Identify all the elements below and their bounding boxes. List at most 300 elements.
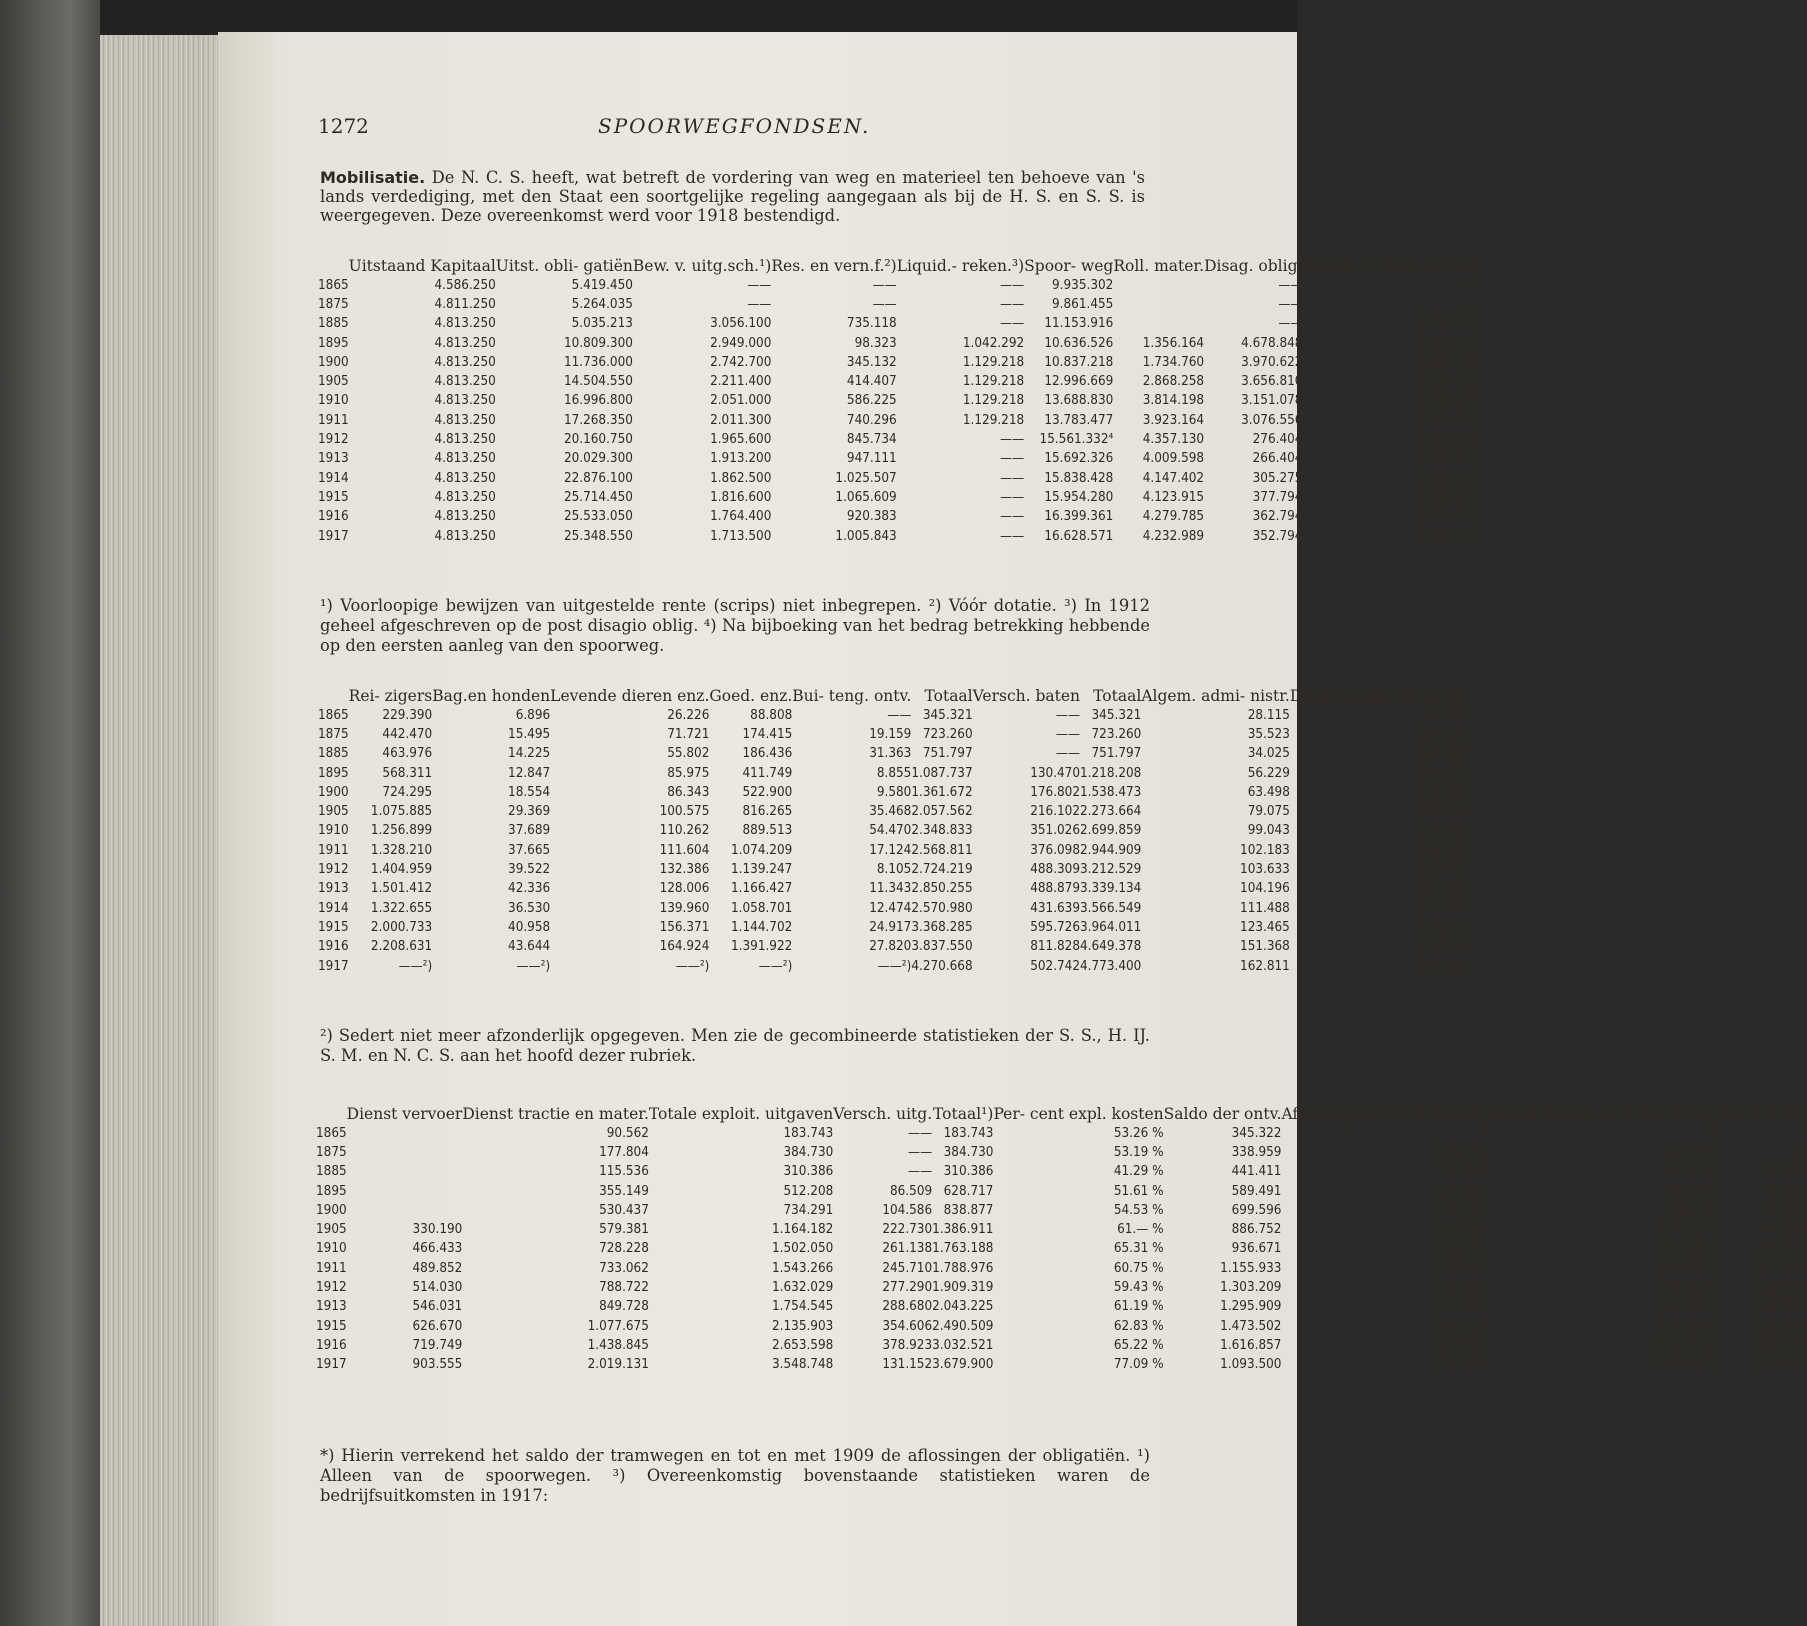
value-cell: 488.879 [1030, 881, 1081, 897]
value-cell: 40.958 [508, 919, 551, 935]
value-cell: 90.386 [1765, 1202, 1807, 1218]
value-cell: 128.006 [659, 881, 710, 897]
value-cell: —— [887, 707, 912, 723]
value-cell: 1.065.609 [835, 489, 897, 505]
value-cell: 688.544* [1660, 1260, 1716, 1276]
value-cell: 24.025 [1765, 1164, 1807, 1180]
value-cell: 308.093 [1418, 919, 1468, 935]
value-cell: 751.797 [922, 746, 973, 762]
value-cell: 39.522 [508, 862, 551, 878]
value-cell [347, 1143, 463, 1162]
value-cell: 376.098 [1030, 842, 1081, 858]
year-cell: 1875 [318, 726, 349, 742]
value-cell: 86.343 [667, 784, 710, 800]
table-capital [318, 258, 1477, 546]
value-cell: 157.104 [1418, 726, 1468, 742]
year-cell: 1885 [318, 746, 349, 762]
value-cell: 222.730 [882, 1222, 933, 1238]
year-cell: 1913 [316, 1299, 347, 1315]
value-cell: 628.717 [943, 1183, 994, 1199]
footnote-table1: ¹) Voorloopige bewijzen van uitgestelde rente (scrips) niet inbegrepen. ²) Vóór dotatie. ³) In 1912 geheel afgeschreven op de post disagio oblig. ⁴) Na bijboeking van het bedrag betrekking hebbende op den eersten aanleg van den spoorweg. [320, 596, 1150, 655]
table-row [316, 1201, 1807, 1220]
table-row [318, 372, 1477, 391]
value-cell: 1.502.050 [772, 1241, 834, 1257]
value-cell: 1.632.029 [772, 1280, 834, 1296]
column-header: Rei- zigers [348, 687, 433, 705]
value-cell: 63.498 [1247, 784, 1290, 800]
value-cell: 17.124 [869, 842, 912, 858]
table-expenses [316, 1106, 1807, 1374]
column-header: Af- schrijv en bijdr. vern.f. [1281, 1105, 1485, 1123]
value-cell: 4.678.848 [1241, 335, 1303, 351]
value-cell: ——²) [675, 958, 710, 974]
value-cell: ——²) [877, 958, 912, 974]
value-cell: 1.788.976 [932, 1260, 994, 1276]
value-cell: —— [908, 1144, 933, 1160]
value-cell: 1.781.590 [1416, 509, 1478, 525]
value-cell: 53.19 % [1113, 1144, 1164, 1160]
table-row [318, 295, 1477, 314]
year-cell: 1917 [318, 528, 349, 544]
value-cell: 261.138 [882, 1241, 933, 1257]
value-cell: 78.860 [1765, 1183, 1807, 1199]
value-cell: —— [1000, 316, 1025, 332]
value-cell: 53.26 % [1113, 1125, 1164, 1141]
value-cell: 55.802 [667, 746, 710, 762]
value-cell: —— [1000, 509, 1025, 525]
value-cell: 128.180 [1435, 1183, 1485, 1199]
value-cell: ——²) [398, 958, 433, 974]
value-cell: 3.814.198 [1142, 393, 1205, 409]
value-cell: 1.144.702 [731, 919, 793, 935]
value-cell: 366.793 [1435, 1299, 1485, 1315]
year-cell: 1913 [318, 451, 349, 467]
value-cell: —— [1278, 296, 1303, 312]
value-cell: 2.490.509 [932, 1318, 994, 1334]
table-row [316, 1259, 1807, 1278]
value-cell: 361.168 [1435, 1357, 1485, 1373]
value-cell: 2.568.811 [911, 842, 973, 858]
value-cell: 98.323 [854, 335, 897, 351]
table-row [316, 1278, 1807, 1297]
running-head: SPOORWEGFONDSEN. [598, 114, 871, 138]
value-cell: 99.043 [1247, 823, 1290, 839]
value-cell: —— [1055, 707, 1081, 723]
table-row [316, 1124, 1807, 1143]
value-cell: 684.120* [1660, 1241, 1716, 1257]
year-cell: 1865 [318, 277, 349, 293]
value-cell: 25.533.050 [563, 509, 633, 525]
value-cell: 35.468 [869, 804, 912, 820]
book-spine [0, 0, 100, 1626]
value-cell: 595.726 [1030, 919, 1081, 935]
value-cell: 8.105 [876, 862, 912, 878]
value-cell: 4.813.250 [434, 374, 496, 390]
value-cell: 305.275 [1252, 470, 1303, 486]
value-cell: 352.794 [1252, 528, 1303, 544]
value-cell: 66 [1791, 1144, 1807, 1160]
footnote-table3: *) Hierin verrekend het saldo der tramwegen en tot en met 1909 de aflossingen der obligatiën. ¹) Alleen van de spoorwegen. ³) Overeenkomstig bovenstaande statistieken waren de bedrijfsuitkomsten in 1917: [320, 1446, 1150, 1505]
value-cell: 15.495 [508, 726, 551, 742]
value-cell: 377.794 [1252, 489, 1303, 505]
year-cell: 1905 [318, 804, 349, 820]
value-cell: 90.905 [1765, 1222, 1807, 1238]
value-cell: 2.051.000 [710, 393, 772, 409]
year-cell: 1917 [318, 958, 349, 974]
value-cell: 3.151.078 [1241, 393, 1303, 409]
table-row [318, 526, 1477, 545]
value-cell: 71.721 [667, 726, 710, 742]
value-cell: 4.813.250 [434, 393, 496, 409]
value-cell: 65.31 % [1113, 1241, 1164, 1257]
value-cell: 1.616.857 [1220, 1337, 1282, 1353]
year-cell: 1885 [316, 1164, 347, 1180]
value-cell: 3.656.810 [1241, 374, 1303, 390]
value-cell: 2.019.131 [587, 1357, 649, 1373]
footnote-table2: ²) Sedert niet meer afzonderlijk opgegeven. Men zie de gecombineerde statistieken der S. S., H. IJ. S. M. en N. C. S. aan het hoofd dezer rubriek. [320, 1026, 1150, 1065]
value-cell: 14.225 [508, 746, 551, 762]
value-cell: 151.368 [1240, 939, 1290, 955]
value-cell: 65.22 % [1113, 1337, 1164, 1353]
value-cell: —— [1278, 277, 1303, 293]
value-cell: 3.056.100 [1416, 316, 1478, 332]
value-cell [1113, 295, 1204, 314]
value-cell: 4.123.915 [1142, 489, 1205, 505]
value-cell: 16.628.571 [1044, 528, 1114, 544]
value-cell: 1.295.909 [1220, 1299, 1282, 1315]
value-cell: 115.057 [1757, 1337, 1807, 1353]
value-cell [347, 1181, 463, 1200]
column-header: Bag.en honden [432, 687, 551, 705]
value-cell: 586.225 [846, 393, 897, 409]
value-cell: 1.129.218 [962, 374, 1025, 390]
value-cell: 4.813.250 [434, 528, 496, 544]
value-cell: 62.83 % [1113, 1318, 1164, 1334]
column-header: Per- cent expl. kosten [993, 1105, 1164, 1123]
year-cell: 1865 [318, 707, 349, 723]
value-cell: 16.996.800 [563, 393, 633, 409]
value-cell: 2.724.219 [911, 862, 973, 878]
value-cell: —— [1055, 726, 1081, 742]
value-cell: 1.763.188 [932, 1241, 994, 1257]
column-header: Versch. uitg. [833, 1105, 933, 1123]
year-cell: 1915 [316, 1318, 347, 1334]
value-cell: 378.923 [882, 1337, 933, 1353]
value-cell: 140.928 [1435, 1222, 1485, 1238]
value-cell: 546.031 [412, 1299, 463, 1315]
table-row [318, 898, 1468, 917]
value-cell: 889.513 [742, 823, 793, 839]
value-cell: 9.935.302 [1052, 277, 1114, 293]
value-cell: 131.152 [882, 1357, 933, 1373]
value-cell: 2.850.255 [911, 881, 973, 897]
value-cell: 2.000.733 [370, 919, 433, 935]
intro-paragraph [320, 168, 1145, 225]
year-cell: 1914 [318, 900, 349, 916]
value-cell: 355.149 [599, 1183, 649, 1199]
table-row [316, 1336, 1807, 1355]
value-cell [1113, 276, 1204, 295]
value-cell: 3.212.529 [1080, 862, 1142, 878]
value-cell: 502.742 [1030, 958, 1081, 974]
table-row [318, 706, 1468, 725]
value-cell: 4.270.668 [911, 958, 973, 974]
value-cell: 723.260 [922, 726, 973, 742]
table-row [318, 411, 1477, 430]
table-row [316, 1220, 1807, 1239]
value-cell: 2.011.300 [710, 412, 772, 428]
value-cell: 1.129.218 [962, 412, 1025, 428]
year-cell: 1895 [316, 1183, 347, 1199]
table-row [318, 430, 1477, 449]
value-cell: 4.009.598 [1142, 451, 1205, 467]
table-row [318, 763, 1468, 782]
page-number: 1272 [318, 114, 369, 138]
value-cell: 816.265 [742, 804, 793, 820]
value-cell: ? [1478, 1125, 1485, 1141]
value-cell: 838.877 [943, 1202, 994, 1218]
value-cell: 2.348.833 [911, 823, 973, 839]
value-cell: 1.764.400 [710, 509, 772, 525]
table-row [318, 783, 1468, 802]
value-cell: 85.975 [667, 765, 710, 781]
year-cell: 1917 [316, 1357, 347, 1373]
value-cell: 15.561.332⁴ [1039, 432, 1114, 448]
value-cell: 947.111 [846, 451, 897, 467]
value-cell: 330.190 [412, 1222, 463, 1238]
value-cell: 183.743 [783, 1125, 834, 1141]
value-cell: 3.032.521 [932, 1337, 994, 1353]
value-cell: 1.166.427 [731, 881, 793, 897]
table-row [318, 353, 1477, 372]
value-cell: 5.419.450 [571, 277, 633, 293]
value-cell: 13.688.830 [1044, 393, 1114, 409]
value-cell: 512.208 [783, 1183, 834, 1199]
table-row [316, 1316, 1807, 1335]
value-cell: 4.813.250 [434, 354, 496, 370]
value-cell: 1.075.885 [370, 804, 433, 820]
value-cell: 150.740 [1666, 1144, 1716, 1160]
value-cell: 31.363 [869, 746, 912, 762]
value-cell: 1.131.016* [1648, 1337, 1716, 1353]
value-cell: 4.813.250 [434, 412, 496, 428]
value-cell: 2.944.909 [1080, 842, 1142, 858]
value-cell: 728.228 [599, 1241, 649, 1257]
value-cell: 13.783.477 [1044, 412, 1114, 428]
value-cell: 345.322 [1231, 1125, 1282, 1141]
value-cell: 104.586 [882, 1202, 933, 1218]
value-cell: 886.752 [1231, 1222, 1282, 1238]
value-cell: 1.754.545 [772, 1299, 834, 1315]
column-header: Versch. baten [972, 687, 1081, 705]
year-cell: 1912 [318, 862, 349, 878]
table-row [318, 507, 1477, 526]
value-cell: 310.386 [943, 1164, 994, 1180]
value-cell: 15.692.326 [1044, 451, 1114, 467]
value-cell: 1.713.500 [710, 528, 772, 544]
value-cell: 2.211.400 [710, 374, 772, 390]
value-cell: 1.730.590 [1416, 528, 1478, 544]
value-cell: 35.523 [1247, 726, 1290, 742]
value-cell: 354.563 [1666, 1164, 1716, 1180]
table-row [318, 879, 1468, 898]
value-cell: 9.861.455 [1052, 296, 1114, 312]
value-cell: ——²) [758, 958, 793, 974]
value-cell: —— [1000, 451, 1025, 467]
column-header: Totaal [1093, 687, 1142, 705]
value-cell: 1.501.412 [370, 881, 433, 897]
value-cell: 1.909.319 [932, 1280, 994, 1296]
year-cell: 1895 [318, 765, 349, 781]
value-cell: 2.236.910 [1416, 374, 1478, 390]
value-cell: 288.680 [882, 1299, 933, 1315]
value-cell: 1.129.218 [962, 354, 1025, 370]
value-cell: 1.077.675 [587, 1318, 649, 1334]
value-cell: 63.557 [1425, 707, 1468, 723]
value-cell [1113, 314, 1204, 333]
value-cell: 54.470 [869, 823, 912, 839]
value-cell: 2.699.859 [1080, 823, 1142, 839]
value-cell: 10.636.526 [1044, 335, 1114, 351]
value-cell: 186.661 [1435, 1144, 1485, 1160]
value-cell: 4.811.250 [434, 296, 496, 312]
value-cell: 25.714.450 [563, 489, 633, 505]
year-cell: 1905 [316, 1222, 347, 1238]
column-header: Bui- teng. ontv. [792, 687, 912, 705]
value-cell: 740.296 [846, 412, 897, 428]
value-cell: 19.159 [869, 726, 912, 742]
column-header: Dienst vervoer [346, 1105, 463, 1123]
value-cell: 579.381 [599, 1222, 649, 1238]
year-cell: 1900 [318, 354, 349, 370]
value-cell: 51.61 % [1113, 1183, 1164, 1199]
value-cell: 24.917 [869, 919, 912, 935]
year-cell: 1912 [316, 1280, 347, 1296]
value-cell: 489.852 [412, 1260, 463, 1276]
value-cell: 140.356 [1418, 784, 1468, 800]
value-cell: 42.336 [508, 881, 551, 897]
column-header: Totale exploit. uitgaven [648, 1105, 834, 1123]
table-row [318, 449, 1477, 468]
value-cell: 1.816.600 [710, 489, 772, 505]
table-row [318, 333, 1477, 352]
value-cell: 3.964.011 [1080, 919, 1142, 935]
column-header: Liquid.- reken.³) [896, 257, 1025, 275]
value-cell: 4.232.989 [1142, 528, 1205, 544]
value-cell: 2.949.000 [710, 335, 772, 351]
value-cell: 34.025 [1247, 746, 1290, 762]
year-cell: 1885 [318, 316, 349, 332]
value-cell: 2.949.000 [1416, 335, 1478, 351]
value-cell: 2.273.664 [1080, 804, 1142, 820]
value-cell: 345.132 [846, 354, 897, 370]
column-header: Saldo der ontv. [1163, 1105, 1282, 1123]
table-row [318, 468, 1477, 487]
table-row [318, 860, 1468, 879]
value-cell: 123.465 [1240, 919, 1290, 935]
value-cell: 139.960 [659, 900, 710, 916]
value-cell: 1.473.502 [1220, 1318, 1282, 1334]
value-cell: 338.959 [1231, 1144, 1282, 1160]
value-cell: 4.773.400 [1080, 958, 1142, 974]
year-cell: 1913 [318, 881, 349, 897]
value-cell: 1.913.200 [710, 451, 772, 467]
value-cell: —— [1000, 432, 1025, 448]
value-cell: 11.736.000 [563, 354, 633, 370]
value-cell: 787.516* [1660, 1280, 1716, 1296]
value-cell: 3.056.100 [710, 316, 772, 332]
value-cell: 153.328 [1418, 746, 1468, 762]
value-cell: 1.734.760 [1142, 354, 1205, 370]
value-cell: 1.005.843 [835, 528, 897, 544]
value-cell: 118.955 [1757, 1318, 1807, 1334]
value-cell: 354.606 [882, 1318, 933, 1334]
value-cell: ? [1709, 1125, 1716, 1141]
value-cell: 177.804 [599, 1144, 649, 1160]
column-header [316, 1106, 347, 1124]
value-cell: 5.264.035 [571, 296, 633, 312]
value-cell: 5.035.213 [571, 316, 633, 332]
value-cell: 29.369 [508, 804, 551, 820]
value-cell: 79.075 [1247, 804, 1290, 820]
value-cell: 2.653.598 [772, 1337, 834, 1353]
value-cell: 3.368.285 [911, 919, 973, 935]
value-cell: 104.196 [1240, 881, 1290, 897]
value-cell: 56.229 [1247, 765, 1290, 781]
value-cell: 4.279.785 [1142, 509, 1205, 525]
value-cell: 41.29 % [1113, 1164, 1164, 1180]
year-cell: 1875 [318, 296, 349, 312]
table-row [318, 956, 1468, 975]
value-cell: 589.491 [1231, 1183, 1282, 1199]
value-cell: —— [908, 1164, 933, 1180]
year-cell: 1915 [318, 489, 349, 505]
value-cell: 25.348.550 [563, 528, 633, 544]
value-cell: —— [1278, 316, 1303, 332]
value-cell: 699.596 [1231, 1202, 1282, 1218]
value-cell: 441.411 [1231, 1164, 1282, 1180]
column-header: Algem. admi- nistr. [1141, 687, 1290, 705]
value-cell: 310.386 [783, 1164, 834, 1180]
value-cell: 414.407 [846, 374, 897, 390]
intro-lead: Mobilisatie. [320, 168, 426, 187]
value-cell: 62.731 [1442, 1164, 1485, 1180]
table-revenue [318, 688, 1468, 976]
value-cell [347, 1201, 463, 1220]
value-cell: 4.813.250 [434, 489, 496, 505]
table-row [316, 1297, 1807, 1316]
value-cell: 16.399.361 [1044, 509, 1114, 525]
value-cell: 175.536 [1418, 804, 1468, 820]
value-cell: 245.710 [882, 1260, 933, 1276]
intro-text: De N. C. S. heeft, wat betreft de vordering van weg en materieel ten behoeve van 's lands verdediging, met den Staat een soortgelijke regeling aangegaan als bij de H. S. en S. S. is weergegeven. Deze overeenkomst werd voor 1918 bestendigd. [320, 168, 1145, 225]
value-cell: —— [1000, 277, 1025, 293]
value-cell: —— [1000, 489, 1025, 505]
value-cell: 266.730 [1418, 900, 1468, 916]
column-header: Uitst. obli- gatiën [495, 257, 633, 275]
value-cell: 2.135.903 [772, 1318, 834, 1334]
value-cell: 4.586.250 [434, 277, 496, 293]
column-header: Goed. enz. [709, 687, 793, 705]
value-cell: 11.153.916 [1044, 316, 1114, 332]
column-header: Disag. oblig. [1204, 257, 1303, 275]
value-cell: 2.208.631 [370, 939, 433, 955]
value-cell: 86.509 [890, 1183, 933, 1199]
value-cell: 162.811 [1240, 958, 1290, 974]
value-cell: 117.381 [1757, 1299, 1807, 1315]
value-cell: 1.391.922 [731, 939, 793, 955]
value-cell: —— [872, 277, 897, 293]
